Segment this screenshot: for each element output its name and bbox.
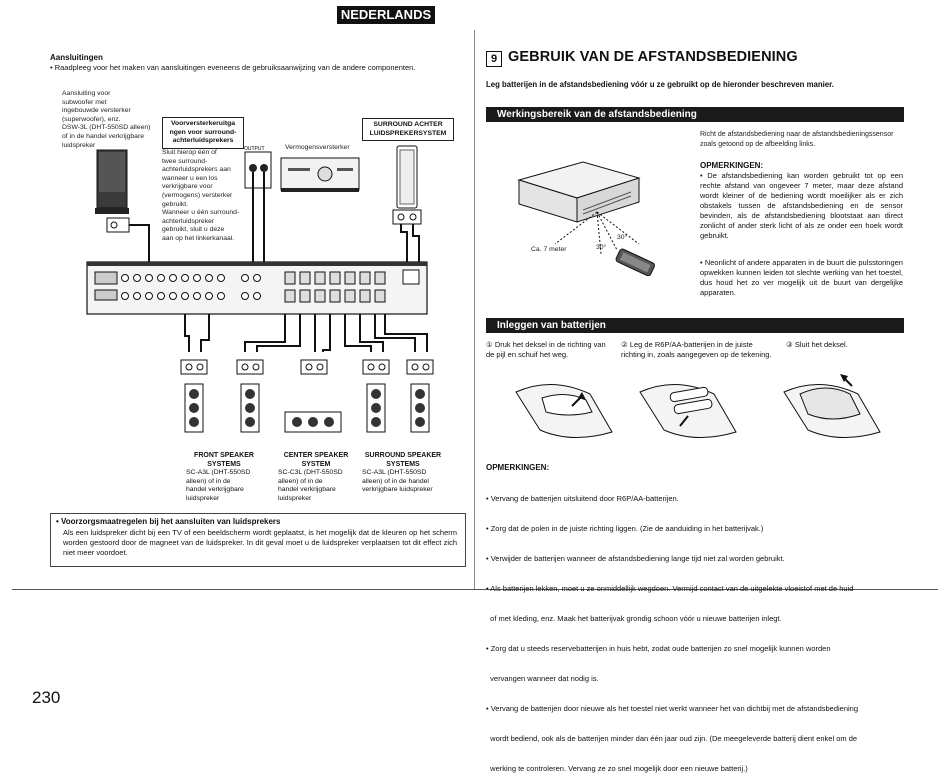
battery-step-2: ② Leg de R6P/AA-batterijen in de juiste richting in, zoals aangegeven op de tekening. <box>621 340 772 359</box>
center-speaker-label: CENTER SPEAKER SYSTEM SC-C3L (DHT-550SD alleen) of in de handel verkrijgbare luidspreker <box>278 452 349 502</box>
range-note-1: • De afstandsbediening kan worden gebruikt tot op een rechte afstand van ongeveer 7 meter, maar deze afstand wordt kleiner of de bediening wordt moeilijker als er zich obstakels tussen de afstandsbediening en de sensor bevinden, als de afstandsbediening blootstaat aan direct zonlicht of ander sterk licht of als ze onder een hoek wordt gebruikt. <box>700 171 903 240</box>
speaker-warning-title: • Voorzorgsmaatregelen bij het aansluiten van luidsprekers <box>56 517 281 526</box>
battery-step-3-illustration <box>780 372 900 454</box>
amplifier-label: Vermogensversterker <box>285 144 350 151</box>
battery-step-1-illustration <box>512 372 624 454</box>
range-description: Richt de afstandsbediening naar de afstandsbedieningssensor zoals getoond op de afbeelding links. <box>700 131 894 148</box>
connections-heading: Aansluitingen <box>50 53 103 62</box>
range-note-2: • Neonlicht of andere apparaten in de buurt die pulsstoringen opwekken kunnen leiden tot slechte werking van het toestel, dus houd het zo ver mogelijk uit de buurt van dergelijke apparaten. <box>700 258 903 297</box>
column-divider <box>474 30 475 590</box>
battery-step-1: ① Druk het deksel in de richting van de pijl en schuif het weg. <box>486 340 606 359</box>
battery-note: • Als batterijen lekken, moet u ze onmiddellijk wegdoen. Vermijd contact van de uitgelekte vloeistof met de huid <box>486 584 854 593</box>
battery-step-2-illustration <box>636 372 748 454</box>
center-speaker-illustration <box>285 412 341 432</box>
battery-note: • Verwijder de batterijen wanneer de afstandsbediening lange tijd niet zal worden gebruikt. <box>486 554 785 563</box>
angle-label-upper: 30° <box>617 234 628 241</box>
battery-note: wordt bediend, ook als de batterijen minder dan één jaar oud zijn. (De meegeleverde batterij dient enkel om de <box>486 734 858 743</box>
section-title: GEBRUIK VAN DE AFSTANDSBEDIENING <box>508 49 798 65</box>
battery-note: of met kleding, enz. Maak het batterijvak grondig schoon vóór u nieuwe batterijen inlegt. <box>486 614 782 623</box>
remote-control-icon <box>615 248 655 276</box>
output-jacks <box>245 152 271 198</box>
distance-label: Ca. 7 meter <box>531 246 567 253</box>
surround-speaker-label: SURROUND SPEAKER SYSTEMS SC-A3L (DHT-550SD alleen) of in de handel verkrijgbare luidspreker <box>362 452 442 493</box>
receiver-back-panel <box>87 262 427 314</box>
surround-back-label: SURROUND ACHTER LUIDSPREKERSYSTEM <box>362 118 454 141</box>
batteries-bar: Inleggen van batterijen <box>486 318 904 333</box>
battery-note: werking te controleren. Vervang ze zo snel mogelijk door een nieuwe batterij.) <box>486 764 748 773</box>
connections-intro: • Raadpleeg voor het maken van aansluitingen eveneens de gebruiksaanwijzing van de andere componenten. <box>50 63 416 72</box>
speaker-warning-body: Als een luidspreker dicht bij een TV of een beeldscherm wordt geplaatst, is het mogelijk dat de kleuren op het scherm worden gestoord door de magneet van de luidspreker. In dit geval moet u de luidspreker verplaatsen tot dit effect zich niet meer voordoet. <box>63 528 457 557</box>
output-text: OUTPUT <box>244 146 265 152</box>
battery-note: vervangen wanneer dat nodig is. <box>486 674 599 683</box>
range-bar: Werkingsbereik van de afstandsbediening <box>486 107 904 122</box>
angle-label-lower: 30° <box>596 244 607 251</box>
surround-back-speaker-illustration <box>393 146 421 224</box>
section-number: 9 <box>486 51 502 67</box>
battery-note: • Zorg dat u steeds reservebatterijen in huis hebt, zodat oude batterijen zo snel mogelijk kunnen worden <box>486 644 831 653</box>
range-notes-title: OPMERKINGEN: <box>700 161 764 170</box>
battery-note: • Zorg dat de polen in de juiste richting liggen. (Zie de aanduiding in het batterijvak.) <box>486 524 764 533</box>
battery-notes <box>486 474 906 784</box>
connection-diagram <box>85 110 465 460</box>
language-tab: NEDERLANDS <box>337 6 435 24</box>
preamp-out-label: Voorversterkeruitga ngen voor surround- achterluidsprekers <box>162 117 244 149</box>
battery-note: • Vervang de batterijen door nieuwe als het toestel niet werkt wanneer het van dichtbij met de afstandsbediening <box>486 704 859 713</box>
preamp-description: Sluit hierop één of twee surround- achterluidsprekers aan wanneer u een los verkrijgbare voor (vermogens) versterker gebruikt. Wanneer u één surround- achterluidspreker gebruikt, sluit u deze aan op het linkerkanaal. <box>162 149 240 242</box>
bullet: • <box>700 171 708 180</box>
battery-note: • Vervang de batterijen uitsluitend door R6P/AA-batterijen. <box>486 494 679 503</box>
front-speakers-illustration <box>185 384 259 432</box>
front-speaker-label: FRONT SPEAKER SYSTEMS SC-A3L (DHT-550SD alleen) of in de handel verkrijgbare luidspreker <box>186 452 254 502</box>
subwoofer-caption: Aansluiting voor subwoofer met ingebouwde versterker (superwoofer), enz. DSW-3L (DHT-550SD alleen) of in de handel verkrijgbare luidspreker <box>62 90 151 149</box>
battery-step-3: ③ Sluit het deksel. <box>786 340 848 349</box>
page-number: 230 <box>32 688 61 707</box>
bullet: • <box>700 258 705 267</box>
remote-range-illustration <box>515 156 695 276</box>
battery-notes-title: OPMERKINGEN: <box>486 463 550 472</box>
power-amplifier-illustration <box>281 158 359 192</box>
section-intro: Leg batterijen in de afstandsbediening vóór u ze gebruikt op de hieronder beschreven manier. <box>486 80 834 89</box>
subwoofer-illustration <box>95 150 129 232</box>
surround-speakers-illustration <box>367 384 429 432</box>
